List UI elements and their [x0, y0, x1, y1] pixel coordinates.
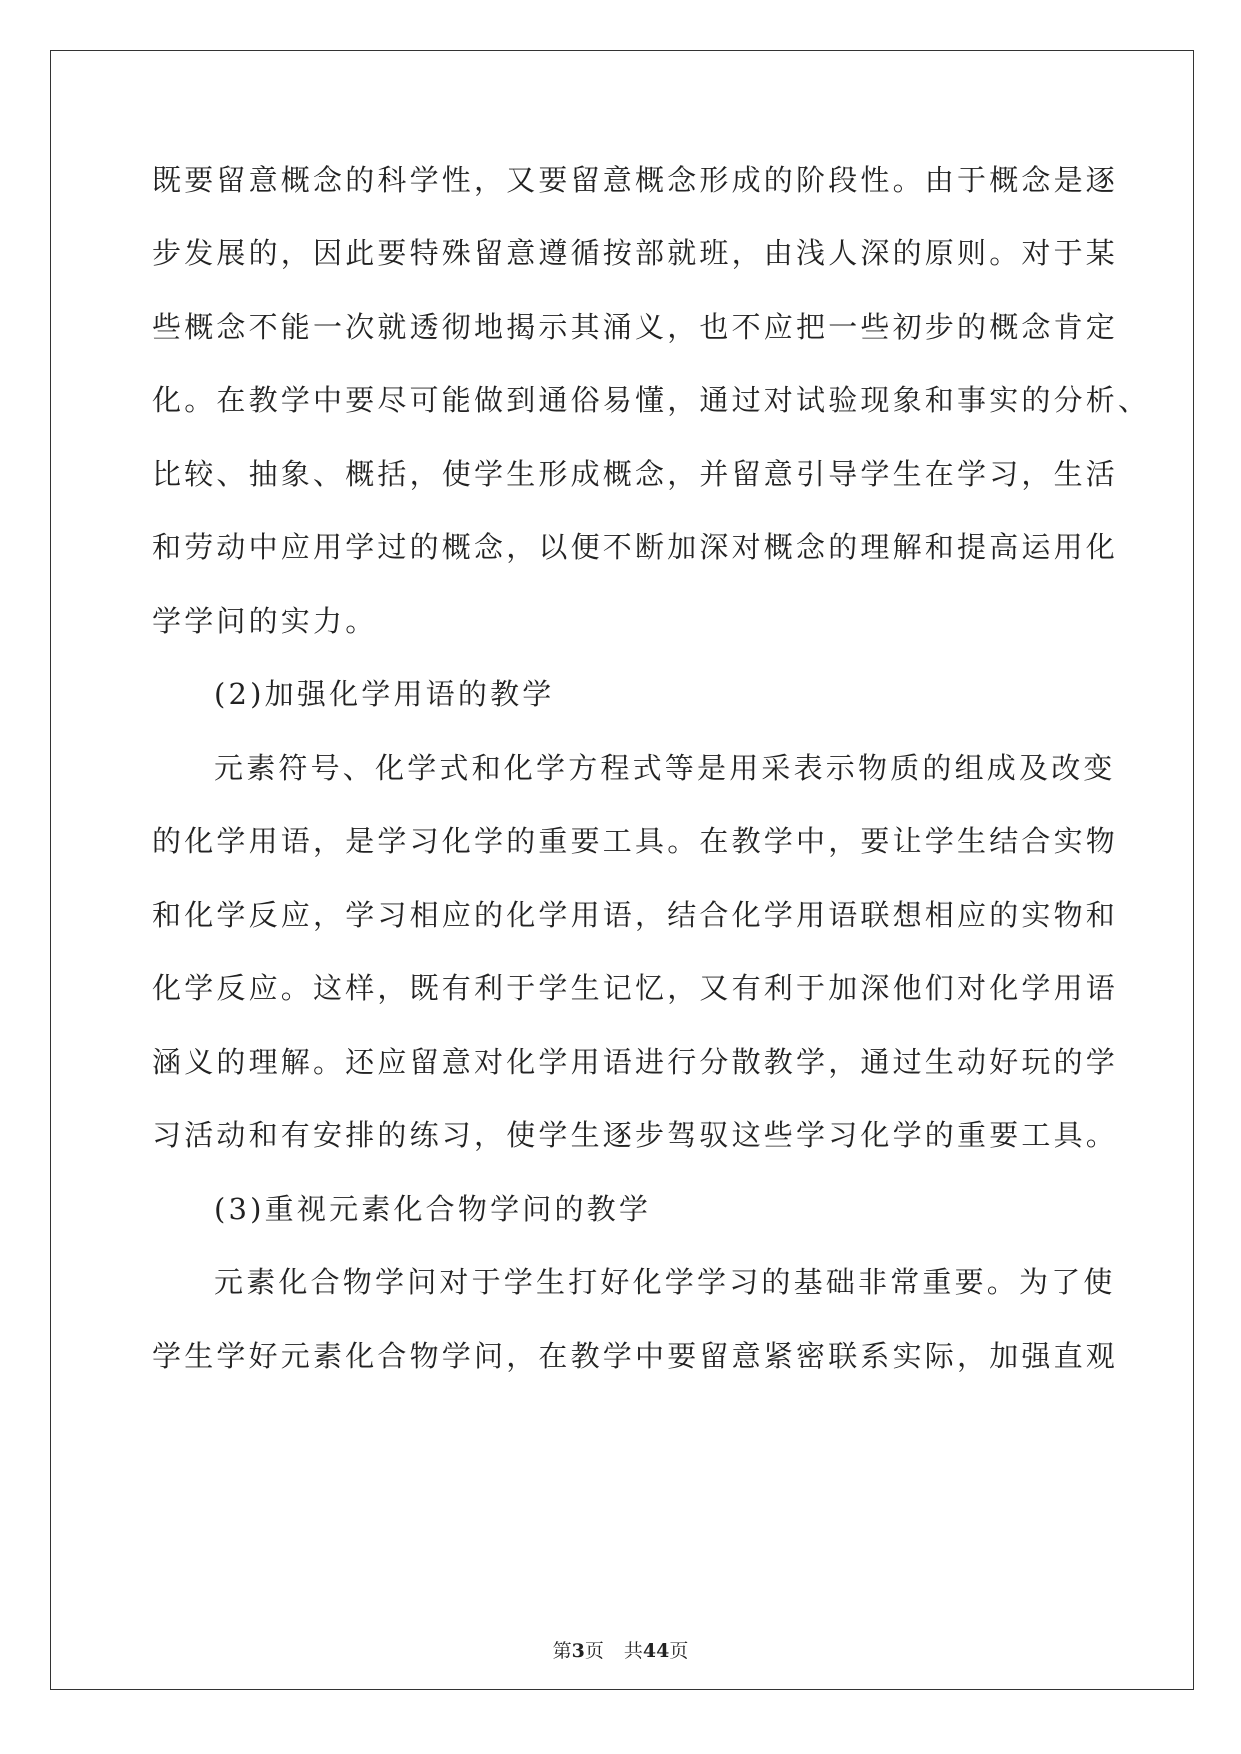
section-heading: (3)重视元素化合物学问的教学 — [214, 1192, 652, 1226]
text-line: 元素符号、化学式和化学方程式等是用采表示物质的组成及改变 — [214, 751, 1116, 785]
footer-page-suffix: 页 — [584, 1640, 604, 1662]
footer-total-prefix: 共 — [623, 1640, 643, 1662]
section-heading: (2)加强化学用语的教学 — [214, 677, 555, 711]
footer-total-suffix: 页 — [669, 1640, 689, 1662]
text-line: 学生学好元素化合物学问，在教学中要留意紧密联系实际，加强直观 — [152, 1339, 1119, 1373]
text-line: 元素化合物学问对于学生打好化学学习的基础非常重要。为了使 — [214, 1265, 1116, 1299]
text-line: 习活动和有安排的练习，使学生逐步驾驭这些学习化学的重要工具。 — [152, 1118, 1119, 1152]
footer-page-number: 3 — [571, 1640, 585, 1662]
text-line: 涵义的理解。还应留意对化学用语进行分散教学，通过生动好玩的学 — [152, 1045, 1119, 1079]
page-footer — [0, 1638, 1241, 1664]
text-line: 既要留意概念的科学性，又要留意概念形成的阶段性。由于概念是逐 — [152, 163, 1119, 197]
text-line: 的化学用语，是学习化学的重要工具。在教学中，要让学生结合实物 — [152, 824, 1119, 858]
footer-total-pages: 44 — [642, 1640, 670, 1662]
page-border — [50, 50, 1194, 1690]
text-line: 步发展的，因此要特殊留意遵循按部就班，由浅人深的原则。对于某 — [152, 236, 1119, 270]
text-line: 比较、抽象、概括，使学生形成概念，并留意引导学生在学习，生活 — [152, 457, 1119, 491]
text-line: 学学问的实力。 — [152, 604, 378, 638]
text-line: 化学反应。这样，既有利于学生记忆，又有利于加深他们对化学用语 — [152, 971, 1119, 1005]
text-line: 化。在教学中要尽可能做到通俗易懂，通过对试验现象和事实的分析、 — [152, 383, 1151, 417]
footer-page-prefix: 第 — [552, 1640, 572, 1662]
text-line: 和化学反应，学习相应的化学用语，结合化学用语联想相应的实物和 — [152, 898, 1119, 932]
text-line: 和劳动中应用学过的概念，以便不断加深对概念的理解和提高运用化 — [152, 530, 1119, 564]
text-line: 些概念不能一次就透彻地揭示其涌义，也不应把一些初步的概念肯定 — [152, 310, 1119, 344]
